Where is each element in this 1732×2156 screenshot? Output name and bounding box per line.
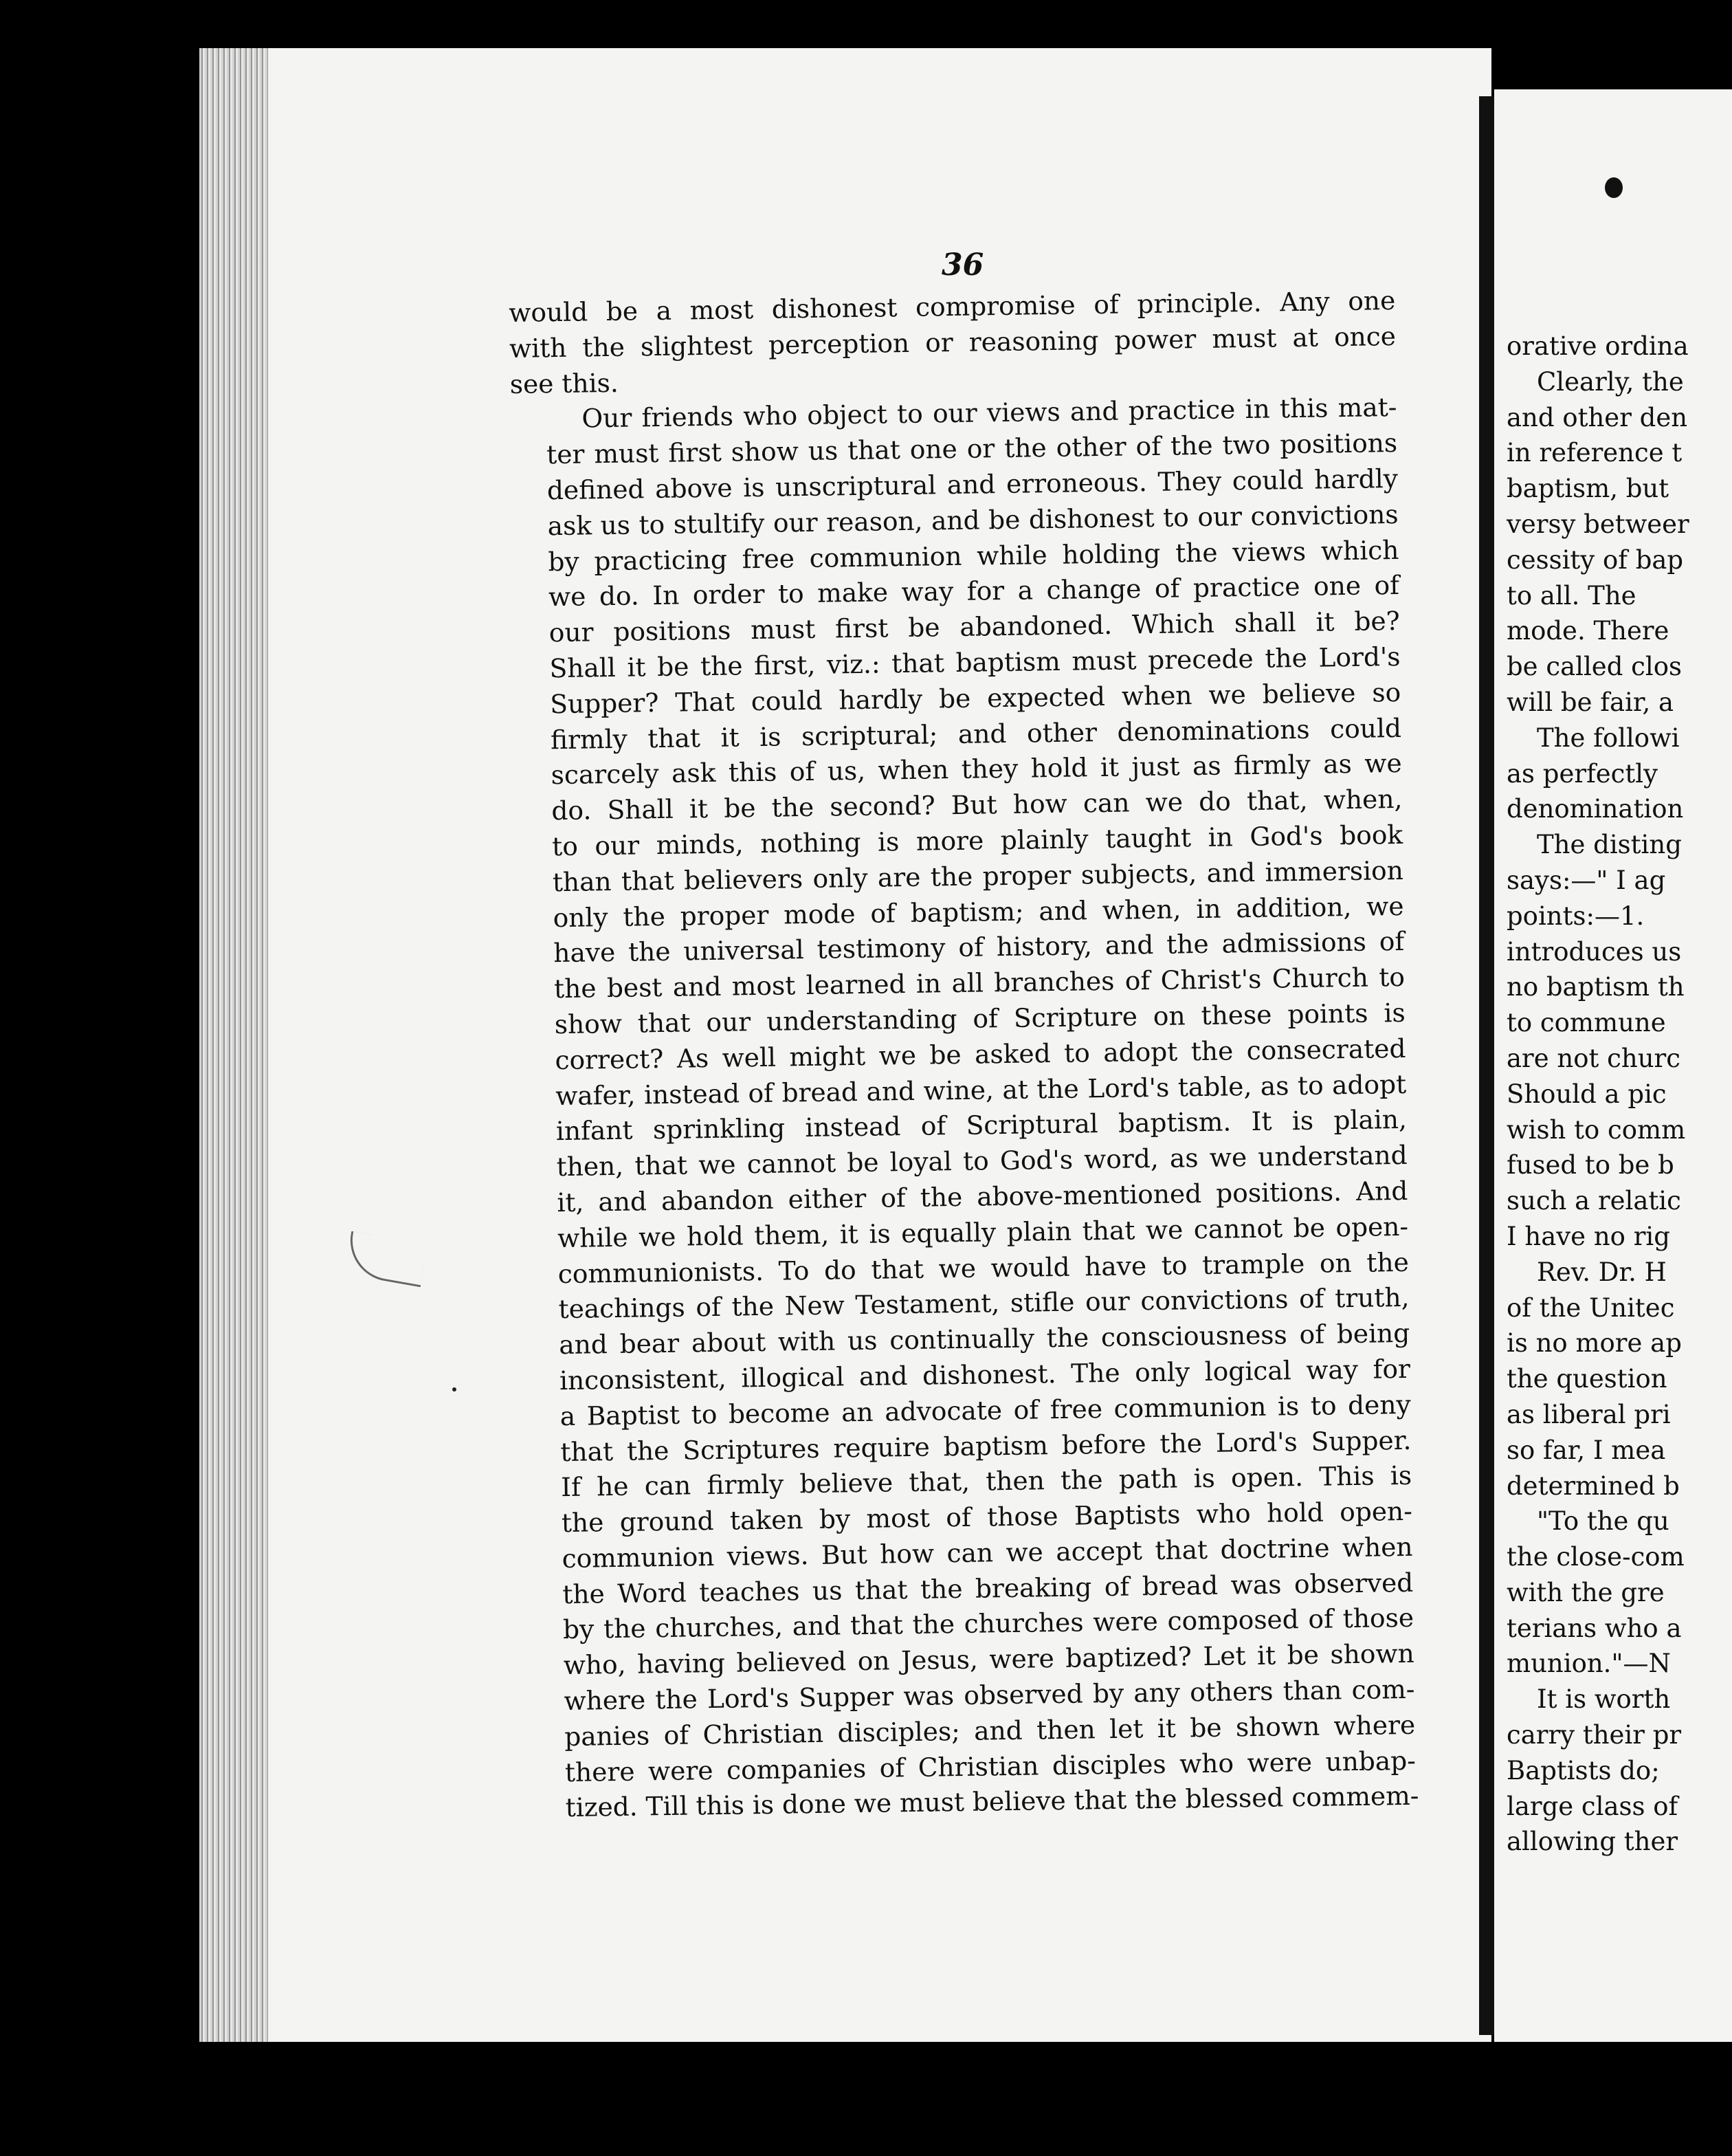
text-line: fused to be b (1507, 1150, 1674, 1180)
paragraph (509, 283, 1397, 402)
text-line: see this. (509, 367, 619, 399)
text-line: is no more ap (1507, 1328, 1682, 1358)
text-line: baptism, but (1507, 474, 1669, 504)
text-line: so far, I mea (1507, 1435, 1666, 1465)
text-line: would be a most dishonest compromise of principle. Any one (509, 285, 1396, 328)
text-line: that the Scriptures require baptism before the Lord's Supper. (560, 1424, 1412, 1467)
text-line: such a relatic (1507, 1186, 1681, 1216)
text-line: our positions must first be abandoned. Which shall it be? (548, 606, 1401, 648)
text-line: The disting (1537, 830, 1682, 860)
text-line: correct? As well might we be asked to adopt the consecrated (555, 1033, 1406, 1075)
text-line: the best and most learned in all branches of Christ's Church to (553, 962, 1406, 1004)
text-line: defined above is unscriptural and erroneous. They could hardly (546, 463, 1399, 506)
text-line: will be fair, a (1507, 687, 1674, 717)
text-line: the ground taken by most of those Baptists who hold open- (561, 1495, 1413, 1539)
ink-dot (1605, 177, 1623, 198)
text-line: while we hold them, it is equally plain that we cannot be open- (557, 1211, 1409, 1253)
text-line: carry their pr (1507, 1720, 1682, 1750)
text-line: show that our understanding of Scripture on these points is (554, 997, 1406, 1040)
text-line: as perfectly (1507, 758, 1658, 789)
text-line: firmly that it is scriptural; and other denominations could (550, 712, 1402, 755)
text-line: no baptism th (1507, 972, 1685, 1002)
text-line: and other den (1507, 402, 1688, 432)
text-line: introduces us (1507, 936, 1682, 967)
text-line: Clearly, the (1537, 366, 1684, 397)
text-line: to our minds, nothing is more plainly taught in God's book (551, 819, 1403, 862)
text-line: Baptists do; (1507, 1755, 1660, 1785)
text-line: the Word teaches us that the breaking of bread was observed (562, 1567, 1414, 1609)
text-line: by the churches, and that the churches were composed of those (562, 1603, 1414, 1645)
text-line: Our friends who object to our views and practice in this mat- (581, 392, 1397, 434)
text-line: only the proper mode of baptism; and when, in addition, we (553, 890, 1404, 933)
text-line: do. Shall it be the second? But how can we do that, when, (551, 784, 1403, 826)
text-line: wafer, instead of bread and wine, at the Lord's table, as to adopt (555, 1068, 1407, 1111)
text-line: it, and abandon either of the above-mentioned positions. And (557, 1175, 1408, 1218)
text-line: as liberal pri (1507, 1399, 1671, 1429)
text-line: ask us to stultify our reason, and be dishonest to our convictions (547, 498, 1399, 542)
text-line: than that believers only are the proper subjects, and immersion (552, 855, 1404, 897)
text-line: scarcely ask this of us, when they hold it just as firmly as we (551, 748, 1402, 791)
text-line: inconsistent, illogical and dishonest. The only logical way for (559, 1353, 1411, 1396)
text-line: Should a pic (1507, 1079, 1667, 1109)
text-line: It is worth (1537, 1684, 1671, 1715)
text-line: panies of Christian disciples; and then let it be shown where (564, 1709, 1416, 1752)
text-line: to commune (1507, 1008, 1666, 1038)
text-line: cessity of bap (1507, 544, 1684, 575)
text-line: in reference t (1507, 438, 1683, 468)
text-line: mode. There (1507, 616, 1669, 646)
text-line: The followi (1537, 723, 1680, 753)
text-line: infant sprinkling instead of Scriptural baptism. It is plain, (555, 1104, 1408, 1147)
book-gutter (1479, 96, 1494, 2035)
text-line: ter must first show us that one or the other of the two positions (546, 428, 1398, 470)
text-line: communionists. To do that we would have to trample on the (557, 1246, 1410, 1289)
ink-speck (452, 1387, 456, 1392)
text-line: who, having believed on Jesus, were baptized? Let it be shown (563, 1638, 1415, 1681)
text-line: munion."—N (1507, 1649, 1671, 1679)
text-line: the close-com (1507, 1542, 1685, 1572)
text-line: versy betweer (1507, 509, 1689, 539)
text-line: If he can firmly believe that, then the path is open. This is (560, 1460, 1412, 1503)
text-line: by practicing free communion while holding the views which (548, 534, 1399, 577)
text-line: teachings of the New Testament, stifle our convictions of truth, (558, 1282, 1410, 1325)
paragraph (510, 390, 1417, 1827)
right-page-body (1507, 329, 1732, 1860)
text-line: points:—1. (1507, 901, 1645, 931)
text-line: be called clos (1507, 652, 1682, 682)
text-line: terians who a (1507, 1613, 1682, 1643)
text-line: Shall it be the first, viz.: that baptism must precede the Lord's (549, 641, 1401, 684)
text-line: says:—" I ag (1507, 865, 1666, 895)
text-line: there were companies of Christian disciples who were unbap- (564, 1745, 1417, 1788)
text-line: "To the qu (1537, 1506, 1669, 1537)
text-line: of the Unitec (1507, 1292, 1675, 1323)
text-line: the question (1507, 1364, 1667, 1394)
text-line: have the universal testimony of history, and the admissions of (553, 926, 1405, 969)
text-line: where the Lord's Supper was observed by any others than com- (564, 1673, 1415, 1717)
page-number: 36 (942, 248, 984, 283)
text-line: communion views. But how can we accept that doctrine when (562, 1531, 1413, 1574)
text-line: wish to comm (1507, 1114, 1686, 1145)
text-line: tized. Till this is done we must believe that the blessed commem- (565, 1781, 1419, 1823)
text-line: we do. In order to make way for a change of practice one of (548, 570, 1400, 613)
text-line: with the slightest perception or reasoning power must at once (509, 320, 1397, 364)
text-line: determined b (1507, 1471, 1680, 1501)
text-line: then, that we cannot be loyal to God's word, as we understand (556, 1139, 1408, 1182)
text-line: Supper? That could hardly be expected when we believe so (549, 676, 1401, 719)
page-edges (199, 48, 268, 2042)
left-page-body (509, 283, 1417, 1827)
text-line: large class of (1507, 1791, 1678, 1821)
text-line: with the gre (1507, 1577, 1665, 1607)
text-line: and bear about with us continually the consciousness of being (559, 1317, 1410, 1361)
text-line: denomination (1507, 794, 1684, 824)
text-line: Rev. Dr. H (1537, 1257, 1667, 1287)
text-line: to all. The (1507, 580, 1636, 610)
text-line: are not churc (1507, 1043, 1680, 1073)
text-line: I have no rig (1507, 1221, 1670, 1251)
text-line: orative ordina (1507, 331, 1689, 361)
text-line: allowing ther (1507, 1827, 1678, 1857)
text-line: a Baptist to become an advocate of free communion is to deny (559, 1389, 1411, 1431)
